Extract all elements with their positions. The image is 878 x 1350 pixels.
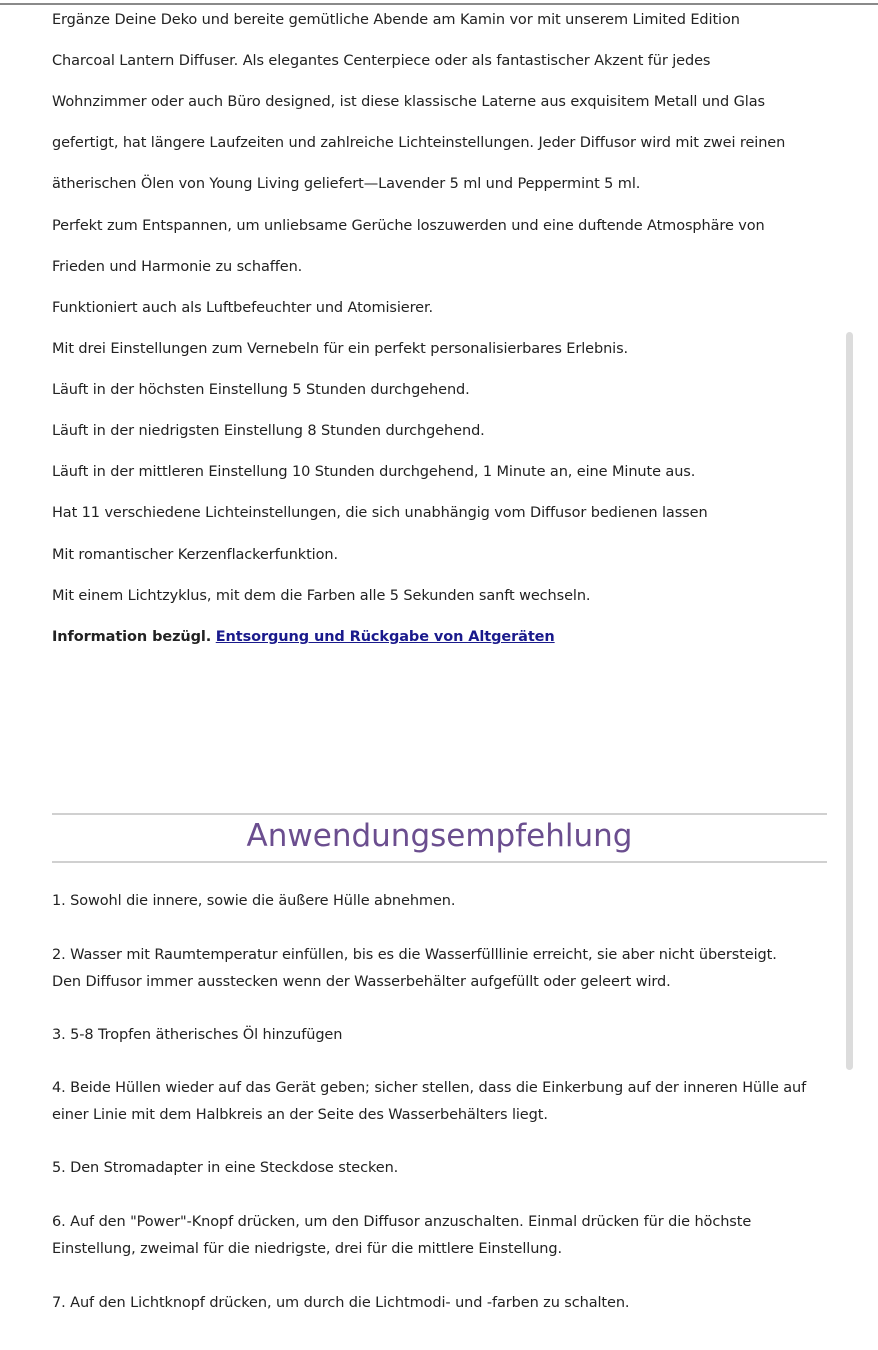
- disposal-link[interactable]: Entsorgung und Rückgabe von Altgeräten: [215, 629, 555, 645]
- usage-step-3: 3. 5-8 Tropfen ätherisches Öl hinzufügen: [52, 1027, 343, 1043]
- feature-item: Funktioniert auch als Luftbefeuchter und Atomisierer.: [52, 300, 434, 316]
- feature-item: Läuft in der niedrigsten Einstellung 8 Stunden durchgehend.: [52, 423, 485, 439]
- section-divider-bottom: [52, 861, 827, 863]
- scrollbar[interactable]: [846, 332, 853, 1070]
- page-top-border: [0, 3, 878, 5]
- usage-step-4-line-1: 4. Beide Hüllen wieder auf das Gerät geben; sicher stellen, dass die Einkerbung auf der inneren Hülle auf: [52, 1080, 807, 1096]
- feature-item: Hat 11 verschiedene Lichteinstellungen, die sich unabhängig vom Diffusor bedienen lassen: [52, 505, 708, 521]
- usage-step-6-line-1: 6. Auf den "Power"-Knopf drücken, um den Diffusor anzuschalten. Einmal drücken für die höchste: [52, 1214, 752, 1230]
- usage-step-6-line-2: Einstellung, zweimal für die niedrigste, drei für die mittlere Einstellung.: [52, 1241, 562, 1257]
- feature-item: Mit romantischer Kerzenflackerfunktion.: [52, 547, 338, 563]
- intro-line-2: Charcoal Lantern Diffuser. Als elegantes Centerpiece oder als fantastischer Akzent für jedes: [52, 53, 711, 69]
- usage-step-2-line-2: Den Diffusor immer ausstecken wenn der Wasserbehälter aufgefüllt oder geleert wird.: [52, 974, 671, 990]
- disposal-label: Information bezügl.: [52, 629, 212, 645]
- usage-step-5: 5. Den Stromadapter in eine Steckdose stecken.: [52, 1160, 399, 1176]
- usage-step-2-line-1: 2. Wasser mit Raumtemperatur einfüllen, bis es die Wasserfülllinie erreicht, sie aber nicht übersteigt.: [52, 947, 777, 963]
- usage-step-1: 1. Sowohl die innere, sowie die äußere Hülle abnehmen.: [52, 893, 456, 909]
- feature-item: Mit drei Einstellungen zum Vernebeln für ein perfekt personalisierbares Erlebnis.: [52, 341, 629, 357]
- section-divider-top: [52, 813, 827, 815]
- intro-line-5: ätherischen Ölen von Young Living geliefert—Lavender 5 ml und Peppermint 5 ml.: [52, 176, 641, 192]
- intro-line-1: Ergänze Deine Deko und bereite gemütliche Abende am Kamin vor mit unserem Limited Edition: [52, 12, 740, 28]
- feature-item: Läuft in der mittleren Einstellung 10 Stunden durchgehend, 1 Minute an, eine Minute aus.: [52, 464, 696, 480]
- feature-item: Läuft in der höchsten Einstellung 5 Stunden durchgehend.: [52, 382, 470, 398]
- usage-title: Anwendungsempfehlung: [246, 818, 633, 854]
- intro-line-4: gefertigt, hat längere Laufzeiten und zahlreiche Lichteinstellungen. Jeder Diffusor wird mit zwei reinen: [52, 135, 786, 151]
- usage-step-7: 7. Auf den Lichtknopf drücken, um durch die Lichtmodi- und -farben zu schalten.: [52, 1295, 630, 1311]
- intro-line-3: Wohnzimmer oder auch Büro designed, ist diese klassische Laterne aus exquisitem Metall und Glas: [52, 94, 765, 110]
- relax-line-1: Perfekt zum Entspannen, um unliebsame Gerüche loszuwerden und eine duftende Atmosphäre von: [52, 218, 765, 234]
- usage-step-4-line-2: einer Linie mit dem Halbkreis an der Seite des Wasserbehälters liegt.: [52, 1107, 548, 1123]
- disposal-info: [52, 627, 555, 647]
- feature-item: Mit einem Lichtzyklus, mit dem die Farben alle 5 Sekunden sanft wechseln.: [52, 588, 591, 604]
- relax-line-2: Frieden und Harmonie zu schaffen.: [52, 259, 303, 275]
